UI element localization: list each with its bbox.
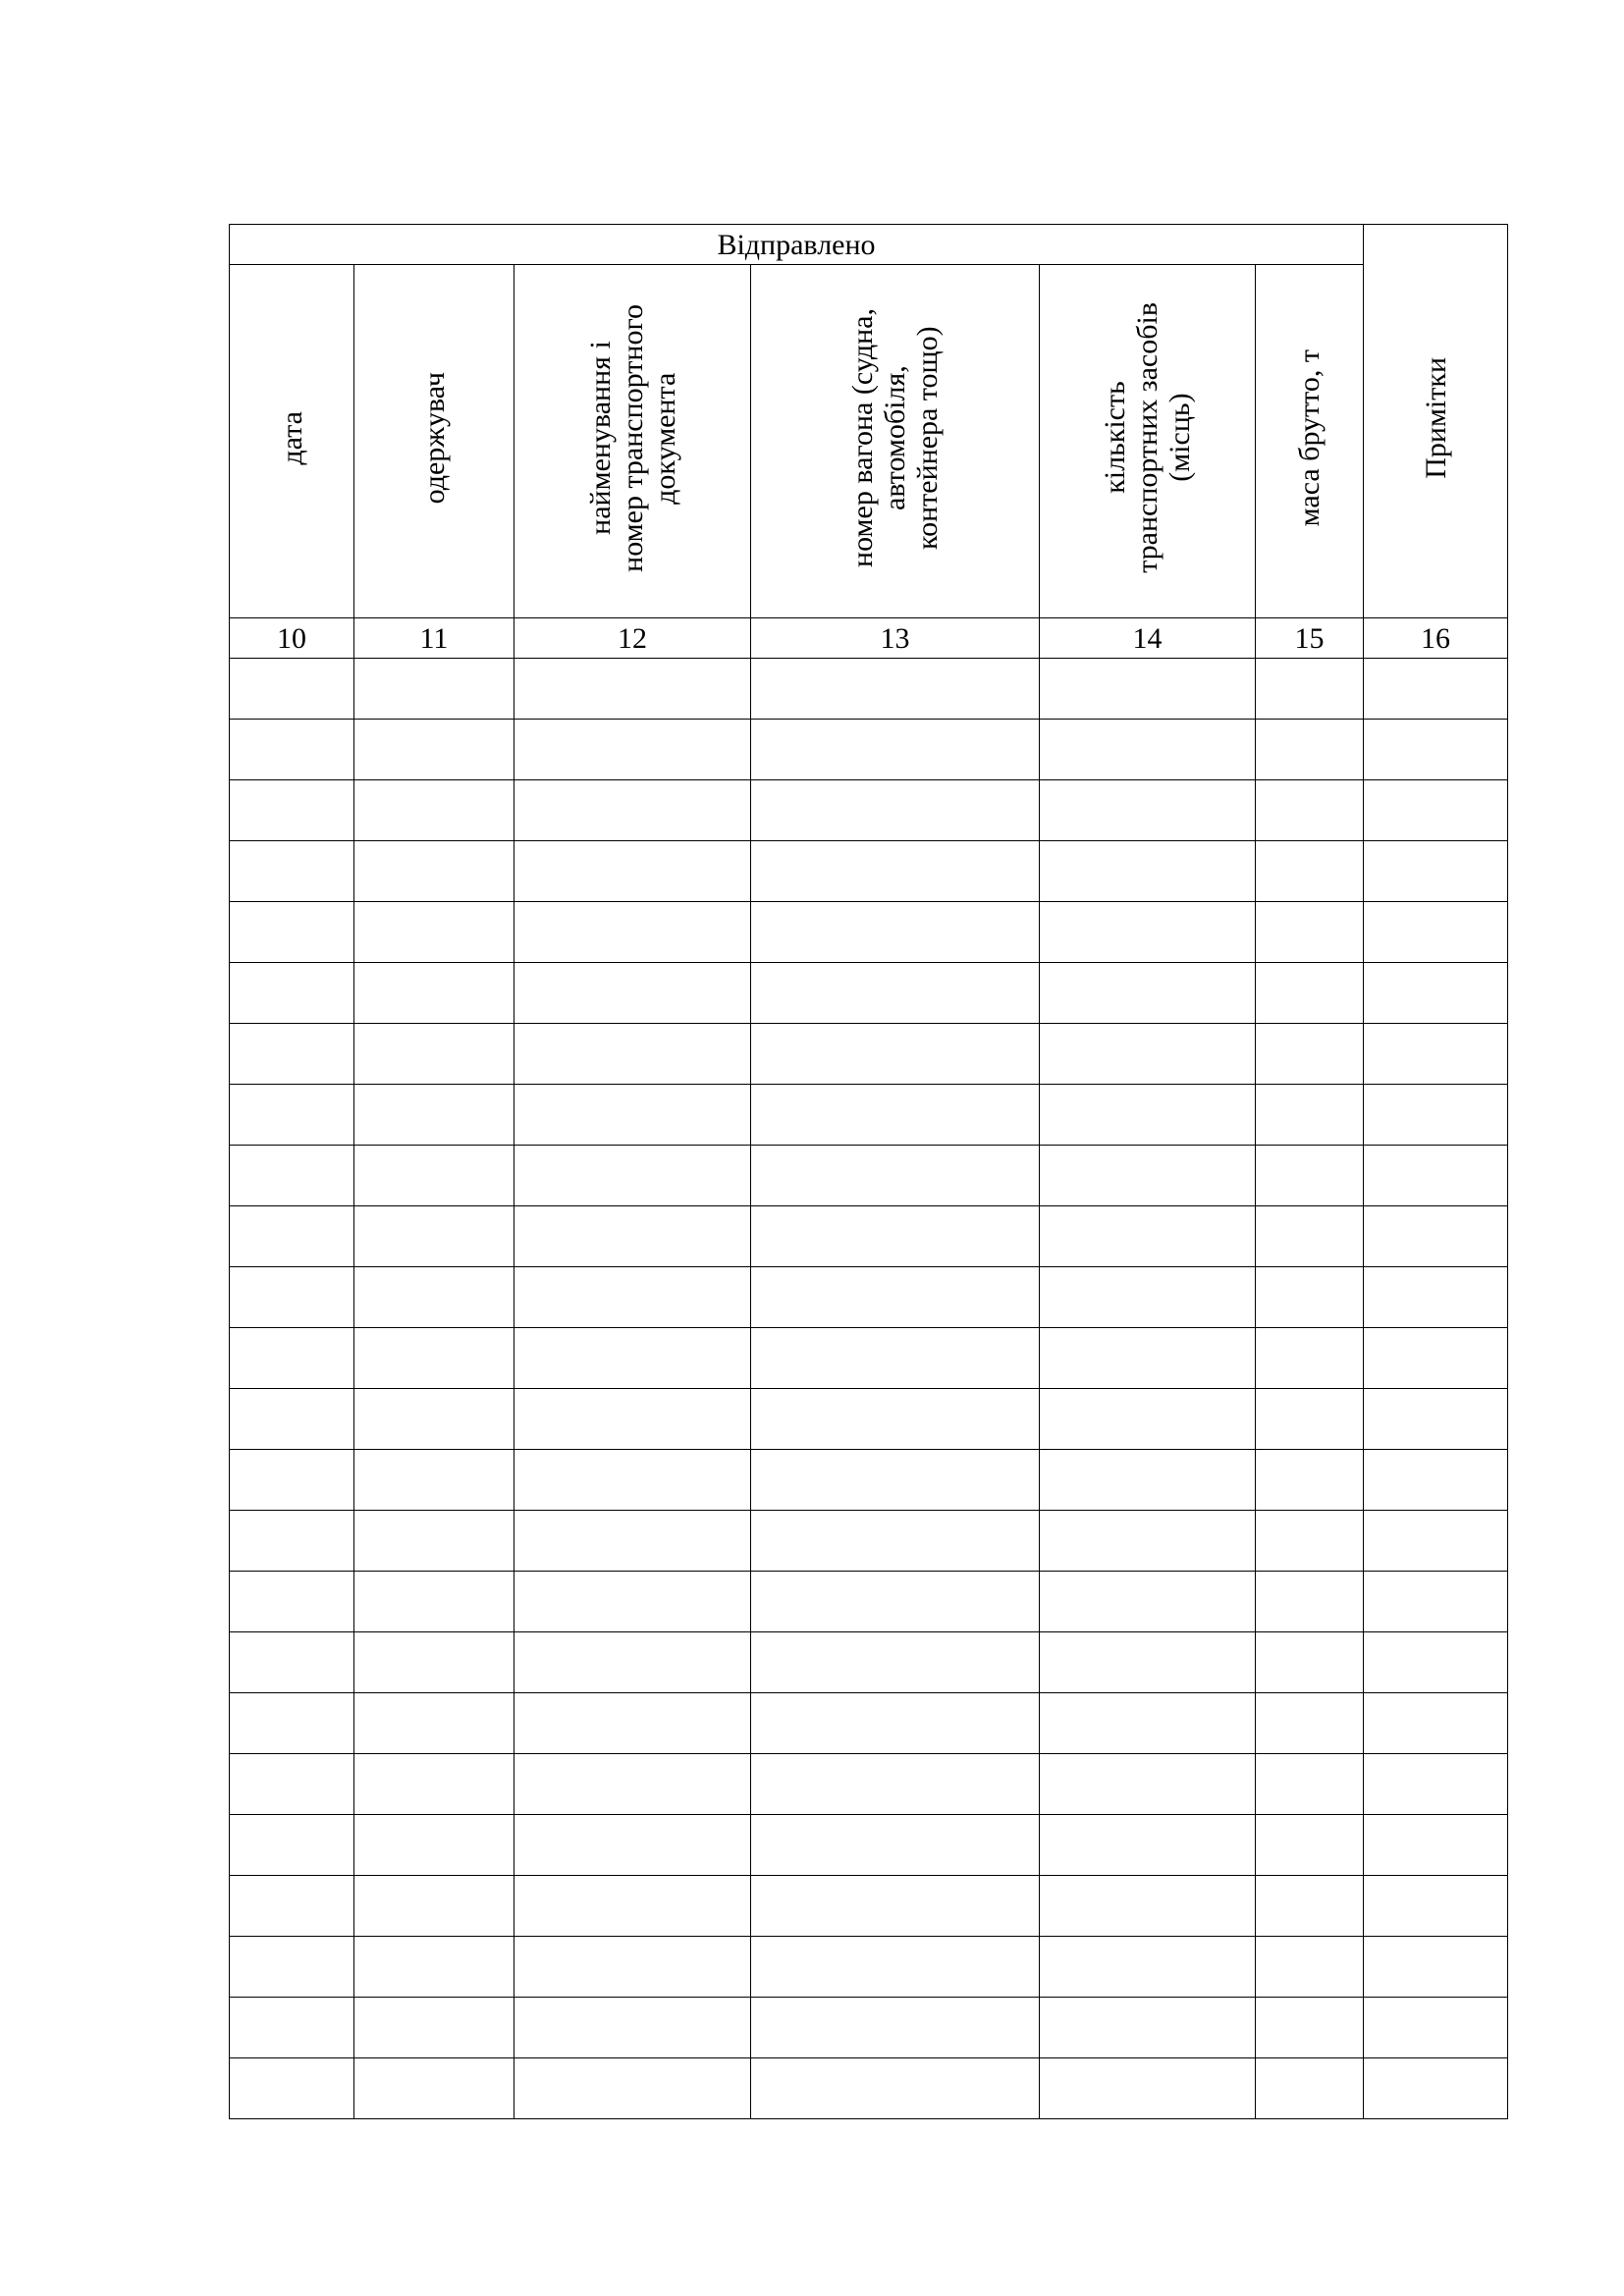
table-cell [1364,2058,1508,2119]
table-cell [514,659,751,720]
table-cell [1256,1815,1364,1876]
table-cell [230,1754,354,1815]
table-cell [354,1815,514,1876]
table-cell [230,1146,354,1206]
table-cell [514,1267,751,1328]
table-cell [751,1876,1040,1937]
table-cell [751,1267,1040,1328]
table-cell [354,1024,514,1085]
table-cell [1040,841,1256,902]
table-cell [1040,1328,1256,1389]
table-cell [354,1389,514,1450]
table-cell [514,1572,751,1632]
table-cell [514,902,751,963]
table-cell [1364,720,1508,780]
table-cell [1256,1085,1364,1146]
table-cell [354,1998,514,2058]
table-cell [230,1876,354,1937]
table-cell [514,2058,751,2119]
table-cell [751,1328,1040,1389]
table-row [230,1024,1508,1085]
table-cell [1256,1693,1364,1754]
table-row [230,720,1508,780]
dispatch-register-table [229,224,1508,2119]
table-cell [1256,1754,1364,1815]
table-cell [514,1815,751,1876]
table-cell [1364,1206,1508,1267]
table-cell [354,963,514,1024]
table-row [230,1754,1508,1815]
table-cell [354,1511,514,1572]
column-number: 15 [1256,618,1364,659]
table-cell [230,1998,354,2058]
table-cell [1256,1632,1364,1693]
table-cell [1364,1085,1508,1146]
table-cell [1256,841,1364,902]
table-cell [514,720,751,780]
header-transport-document-label: найменування і номер транспортного документа [583,303,681,572]
table-row [230,1389,1508,1450]
table-cell [354,1693,514,1754]
table-cell [354,1572,514,1632]
table-cell [1040,1693,1256,1754]
header-vehicle-count-cell [1040,265,1256,618]
table-row [230,1206,1508,1267]
table-cell [751,1024,1040,1085]
table-cell [514,1024,751,1085]
table-cell [354,1937,514,1998]
table-cell [1040,963,1256,1024]
column-number: 16 [1364,618,1508,659]
column-number: 11 [354,618,514,659]
table-cell [354,720,514,780]
table-cell [1256,1206,1364,1267]
table-cell [354,2058,514,2119]
table-cell [514,1998,751,2058]
table-cell [514,1632,751,1693]
table-row [230,841,1508,902]
table-cell [230,780,354,841]
table-cell [354,780,514,841]
table-cell [354,902,514,963]
table-cell [1040,1511,1256,1572]
table-cell [230,1085,354,1146]
table-cell [1256,1024,1364,1085]
table-row [230,1632,1508,1693]
table-row [230,963,1508,1024]
table-cell [230,1024,354,1085]
table-cell [354,1876,514,1937]
table-cell [1256,780,1364,841]
table-cell [354,841,514,902]
table-cell [1040,1937,1256,1998]
table-cell [1256,1328,1364,1389]
table-cell [1364,1937,1508,1998]
table-row [230,1450,1508,1511]
table-cell [751,720,1040,780]
table-cell [751,1450,1040,1511]
column-number: 13 [751,618,1040,659]
table-cell [1364,1632,1508,1693]
column-number: 12 [514,618,751,659]
remarks-header-label: Примітки [1419,356,1452,479]
table-row [230,1267,1508,1328]
table-cell [751,1815,1040,1876]
table-cell [514,1511,751,1572]
table-cell [1364,902,1508,963]
table-cell [514,1328,751,1389]
table-cell [230,963,354,1024]
table-cell [230,1572,354,1632]
column-number: 10 [230,618,354,659]
table-cell [230,659,354,720]
table-cell [751,1754,1040,1815]
table-cell [1364,780,1508,841]
table-cell [1364,1024,1508,1085]
table-cell [1256,1450,1364,1511]
group-header-row [230,225,1508,265]
table-cell [1364,1511,1508,1572]
table-cell [1256,1937,1364,1998]
table-cell [354,1085,514,1146]
table-row [230,780,1508,841]
table-cell [354,1632,514,1693]
column-number-row [230,618,1508,659]
table-row [230,1328,1508,1389]
column-header-row [230,265,1508,618]
table-cell [1040,780,1256,841]
table-cell [751,841,1040,902]
table-cell [1040,1146,1256,1206]
table-cell [1256,1511,1364,1572]
header-gross-weight-cell [1256,265,1364,618]
table-cell [751,1998,1040,2058]
table-cell [1040,720,1256,780]
group-header-dispatched: Відправлено [230,225,1364,265]
table-cell [1256,2058,1364,2119]
table-cell [1040,1450,1256,1511]
table-cell [1364,1328,1508,1389]
table-cell [751,1085,1040,1146]
table-cell [1256,1146,1364,1206]
table-cell [354,1146,514,1206]
table-row [230,1085,1508,1146]
remarks-header-cell [1364,225,1508,618]
table-cell [514,841,751,902]
table-cell [751,963,1040,1024]
header-gross-weight-label: маса брутто, т [1293,348,1326,527]
table-cell [354,1267,514,1328]
table-cell [751,1206,1040,1267]
table-cell [230,1815,354,1876]
table-cell [1040,659,1256,720]
table-cell [1364,841,1508,902]
table-cell [354,1206,514,1267]
table-cell [1256,1389,1364,1450]
table-cell [1364,1450,1508,1511]
table-cell [751,659,1040,720]
table-cell [514,1206,751,1267]
table-cell [1040,2058,1256,2119]
table-cell [1364,1754,1508,1815]
table-cell [514,1085,751,1146]
table-cell [751,2058,1040,2119]
table-cell [1256,1572,1364,1632]
table-cell [230,1693,354,1754]
table-cell [751,1572,1040,1632]
header-date-label: дата [275,410,308,465]
table-cell [354,1754,514,1815]
table-cell [1040,1085,1256,1146]
table-cell [354,659,514,720]
table-row [230,1998,1508,2058]
table-cell [1040,1267,1256,1328]
table-cell [230,841,354,902]
table-cell [1040,1815,1256,1876]
table-cell [1040,1998,1256,2058]
header-vehicle-count-label: кількість транспортних засобів (місць) [1099,302,1196,573]
table-row [230,1693,1508,1754]
table-cell [1256,1267,1364,1328]
table-cell [1040,1754,1256,1815]
header-vehicle-number-cell [751,265,1040,618]
table-cell [751,1389,1040,1450]
table-cell [230,1267,354,1328]
table-cell [230,1632,354,1693]
table-cell [751,1937,1040,1998]
table-cell [230,1450,354,1511]
table-cell [230,1389,354,1450]
header-vehicle-number-label: номер вагона (судна, автомобіля, контейнера тощо) [846,308,944,567]
table-cell [1364,1693,1508,1754]
table-cell [1256,659,1364,720]
table-row [230,1876,1508,1937]
table-row [230,1572,1508,1632]
table-row [230,2058,1508,2119]
column-number: 14 [1040,618,1256,659]
table-cell [514,1937,751,1998]
table-cell [514,963,751,1024]
table-cell [1040,1632,1256,1693]
table-cell [230,902,354,963]
table-row [230,659,1508,720]
table-cell [1256,902,1364,963]
table-cell [751,1632,1040,1693]
table-cell [1040,1876,1256,1937]
table-cell [1364,659,1508,720]
header-date-cell [230,265,354,618]
table-row [230,1146,1508,1206]
table-cell [1364,1876,1508,1937]
table-cell [1364,1815,1508,1876]
table-cell [1040,902,1256,963]
header-recipient-label: одержувач [417,371,451,505]
table-cell [1364,1146,1508,1206]
table-cell [1364,1998,1508,2058]
table-cell [230,1206,354,1267]
table-cell [1256,963,1364,1024]
table-cell [1040,1389,1256,1450]
table-row [230,902,1508,963]
table-cell [514,780,751,841]
table-row [230,1815,1508,1876]
table-cell [1364,1267,1508,1328]
table-cell [514,1146,751,1206]
header-recipient-cell [354,265,514,618]
table-cell [1256,720,1364,780]
table-cell [514,1389,751,1450]
table-cell [514,1876,751,1937]
table-cell [1040,1024,1256,1085]
table-cell [230,1937,354,1998]
table-cell [1364,1389,1508,1450]
table-cell [751,902,1040,963]
table-cell [1256,1876,1364,1937]
table-row [230,1511,1508,1572]
header-transport-document-cell [514,265,751,618]
table-cell [514,1754,751,1815]
table-cell [1040,1206,1256,1267]
table-cell [751,1511,1040,1572]
table-row [230,1937,1508,1998]
table-cell [230,2058,354,2119]
table-cell [1364,963,1508,1024]
table-cell [514,1450,751,1511]
table-cell [354,1450,514,1511]
table-cell [751,1693,1040,1754]
table-cell [230,720,354,780]
table-cell [230,1328,354,1389]
table-cell [1364,1572,1508,1632]
table-cell [751,780,1040,841]
table-cell [354,1328,514,1389]
table-cell [751,1146,1040,1206]
table-cell [514,1693,751,1754]
table-cell [1040,1572,1256,1632]
table-cell [230,1511,354,1572]
table-cell [1256,1998,1364,2058]
